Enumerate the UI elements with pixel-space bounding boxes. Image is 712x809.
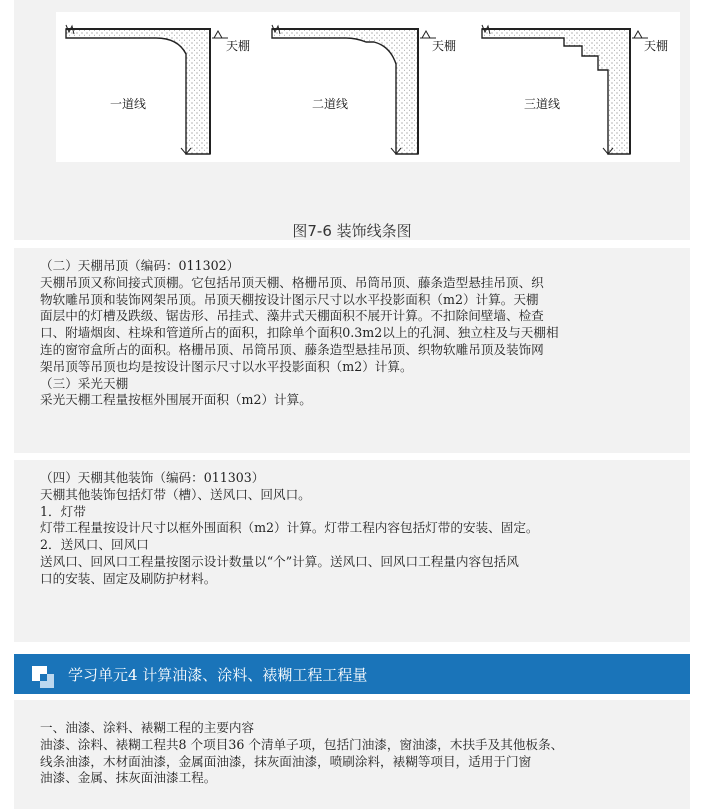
figure-panel	[14, 0, 690, 240]
ceiling-label-1: 天棚	[226, 39, 251, 53]
subsection-heading: （三）采光天棚	[40, 375, 129, 391]
paragraph-line: 口的安装、固定及刷防护材料。	[40, 570, 217, 586]
section4-heading: 一、油漆、涂料、裱糊工程的主要内容	[40, 720, 255, 735]
section2-heading: （二）天棚吊顶（编码：011302）	[40, 258, 240, 273]
paragraph-line: 灯带工程量按设计尺寸以框外围面积（m2）计算。灯带工程内容包括灯带的安装、固定。	[40, 520, 539, 536]
figure-caption: 图7-6 装饰线条图	[292, 222, 412, 240]
unit-title: 学习单元4 计算油漆、涂料、裱糊工程工程量	[68, 666, 368, 684]
diagram-label-3: 三道线	[524, 97, 561, 111]
diagram-label-1: 一道线	[110, 97, 147, 111]
decorative-line-figure	[56, 12, 680, 162]
paragraph-line: 面层中的灯槽及跌级、锯齿形、吊挂式、藻井式天棚面积不展开计算。不扣除间壁墙、检查	[40, 308, 544, 324]
paragraph-line: 送风口、回风口工程量按图示设计数量以“个”计算。送风口、回风口工程量内容包括风	[40, 553, 519, 569]
section3-heading: （四）天棚其他装饰（编码：011303）	[40, 470, 265, 485]
ceiling-label-2: 天棚	[432, 39, 457, 53]
diagram-double-line	[272, 25, 456, 154]
diagram-single-line	[66, 25, 250, 154]
figure-diagram	[56, 12, 680, 162]
paragraph-line: 采光天棚工程量按框外围展开面积（m2）计算。	[40, 392, 312, 408]
subsection-heading: 1．灯带	[40, 503, 86, 519]
paragraph-line: 天棚其他装饰包括灯带（槽）、送风口、回风口。	[40, 486, 311, 502]
paragraph-line: 天棚吊顶又称间接式顶棚。它包括吊顶天棚、格栅吊顶、吊筒吊顶、藤条造型悬挂吊顶、织	[40, 274, 544, 290]
section-ceiling-other	[14, 460, 690, 642]
section-paint	[14, 700, 690, 809]
section4-text	[40, 720, 676, 787]
paragraph-line: 物软雕吊顶和装饰网架吊顶。吊顶天棚按设计图示尺寸以水平投影面积（m2）计算。天棚	[40, 291, 539, 307]
paragraph-line: 连的窗帘盒所占的面积。格栅吊顶、吊筒吊顶、藤条造型悬挂吊顶、织物软雕吊顶及装饰网	[40, 341, 544, 357]
paragraph-line: 口、附墙烟囱、柱垛和管道所占的面积，扣除单个面积0.3m2以上的孔洞、独立柱及与天棚相	[40, 325, 559, 341]
ceiling-label-3: 天棚	[644, 39, 669, 53]
paragraph-line: 架吊顶等吊顶也均是按设计图示尺寸以水平投影面积（m2）计算。	[40, 358, 413, 374]
unit-banner	[14, 654, 690, 694]
paragraph-line: 油漆、涂料、裱糊工程共8 个项目36 个清单子项，包括门油漆，窗油漆，木扶手及其他板条、	[40, 736, 564, 752]
section2-text	[40, 258, 676, 409]
squares-icon	[32, 666, 54, 688]
paragraph-line: 线条油漆，木材面油漆，金属面油漆，抹灰面油漆，喷刷涂料，裱糊等项目，适用于门窗	[40, 753, 532, 769]
subsection-heading: 2．送风口、回风口	[40, 537, 149, 553]
section3-text	[40, 470, 676, 588]
paragraph-line: 油漆、金属、抹灰面油漆工程。	[40, 770, 217, 786]
section-ceiling-suspended	[14, 248, 690, 453]
diagram-label-2: 二道线	[312, 97, 349, 111]
diagram-triple-line	[482, 25, 668, 154]
